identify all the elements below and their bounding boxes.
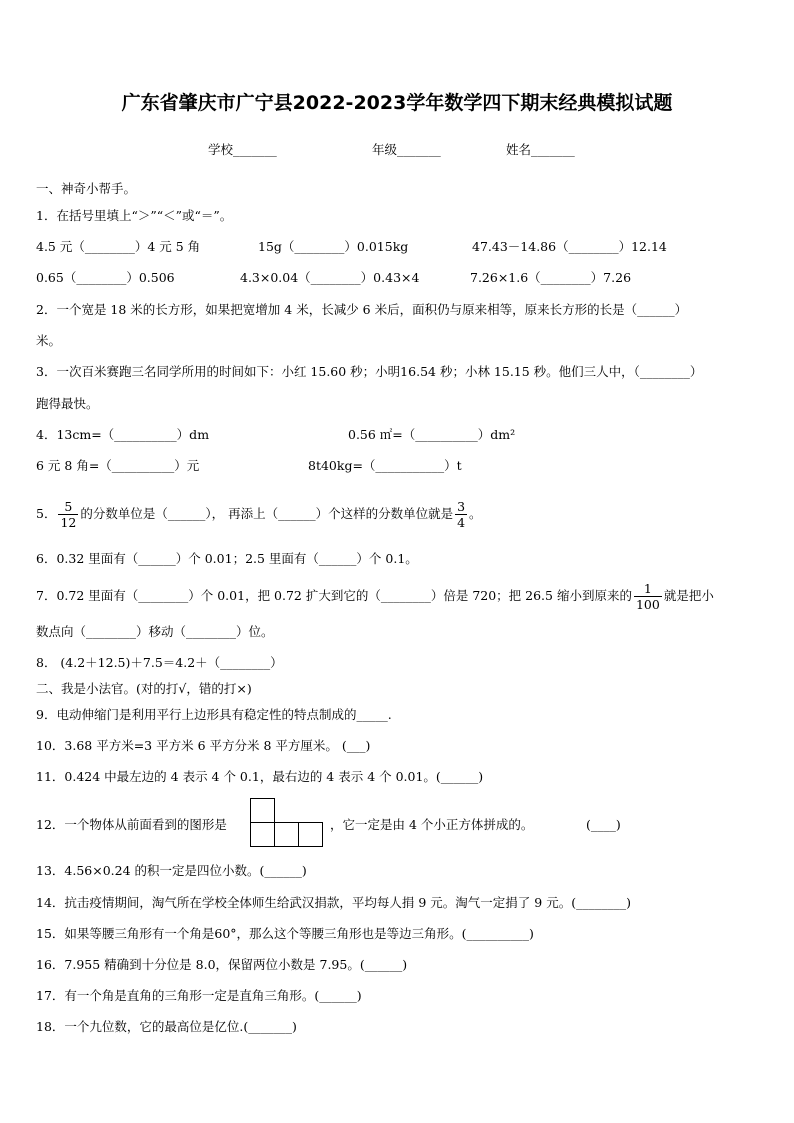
question-16: 16．7.955 精确到十分位是 8.0，保留两位小数是 7.95。(______) <box>36 957 408 972</box>
question-8: 8． (4.2＋12.5)＋7.5＝4.2＋（________） <box>36 655 283 670</box>
question-1: 1．在括号里填上“＞”“＜”或“＝”。 <box>36 208 233 223</box>
question-3: 3．一次百米赛跑三名同学所用的时间如下：小红 15.60 秒；小明16.54 秒；小林 15.15 秒。他们三人中，（________） <box>36 364 703 379</box>
q1-item: 4.5 元（________）4 元 5 角 <box>36 239 201 254</box>
question-6: 6．0.32 里面有（______）个 0.01；2.5 里面有（______）个 0.1。 <box>36 551 418 566</box>
square-cell <box>250 798 275 823</box>
question-12 <box>36 816 227 834</box>
school-field: 学校_______ <box>208 142 277 157</box>
q12-text: 12．一个物体从前面看到的图形是 <box>36 817 227 832</box>
front-view-figure <box>250 798 328 850</box>
q1-item: 47.43－14.86（________）12.14 <box>472 239 667 254</box>
q1-item: 7.26×1.6（________）7.26 <box>470 270 632 285</box>
q4-item: 6 元 8 角=（__________）元 <box>36 458 200 473</box>
fraction <box>455 499 467 530</box>
question-17: 17．有一个角是直角的三角形一定是直角三角形。(______) <box>36 988 362 1003</box>
question-13: 13．4.56×0.24 的积一定是四位小数。(______) <box>36 863 307 878</box>
fraction-denominator: 12 <box>60 515 77 530</box>
q4-item: 0.56 ㎡=（__________）dm² <box>348 427 516 442</box>
question-2-cont: 米。 <box>36 333 62 348</box>
q7-text: 7．0.72 里面有（________）个 0.01，把 0.72 扩大到它的（________）倍是 720；把 26.5 缩小到原来的 <box>36 588 632 603</box>
fraction <box>634 581 662 612</box>
square-cell <box>274 822 299 847</box>
question-2: 2．一个宽是 18 米的长方形，如果把宽增加 4 米，长减少 6 米后，面积仍与原来相等，原来长方形的长是（______） <box>36 302 688 317</box>
q1-item: 15g（________）0.015kg <box>258 239 409 254</box>
question-3-cont: 跑得最快。 <box>36 396 99 411</box>
section-1-heading: 一、神奇小帮手。 <box>36 181 137 196</box>
square-cell <box>298 822 323 847</box>
question-14: 14．抗击疫情期间，淘气所在学校全体师生给武汉捐款，平均每人捐 9 元。淘气一定捐了 9 元。(________) <box>36 895 631 910</box>
question-12-cont: ，它一定是由 4 个小正方体拼成的。 <box>330 817 534 832</box>
q5-end: 。 <box>469 506 482 521</box>
question-15: 15．如果等腰三角形有一个角是60°，那么这个等腰三角形也是等边三角形。(__________) <box>36 926 534 941</box>
fraction-numerator: 1 <box>634 581 662 597</box>
q4-item: 8t40kg=（___________）t <box>308 458 462 473</box>
question-18: 18．一个九位数，它的最高位是亿位.(_______) <box>36 1019 297 1034</box>
question-10: 10．3.68 平方米=3 平方米 6 平方分米 8 平方厘米。 (___) <box>36 738 371 753</box>
q7-text-end: 就是把小 <box>663 588 714 603</box>
question-12-answer: (____) <box>586 817 621 832</box>
fraction-numerator: 3 <box>457 499 466 514</box>
question-7-cont: 数点向（________）移动（________）位。 <box>36 624 274 639</box>
q5-number: 5． <box>36 506 57 521</box>
q1-item: 0.65（________）0.506 <box>36 270 175 285</box>
question-7 <box>36 578 714 614</box>
fraction-denominator: 4 <box>457 515 466 530</box>
square-cell <box>250 822 275 847</box>
question-5 <box>36 496 482 532</box>
q5-text: 的分数单位是（______）， 再添上（______）个这样的分数单位就是 <box>80 506 454 521</box>
fraction-numerator: 5 <box>58 499 78 515</box>
name-field: 姓名_______ <box>506 142 575 157</box>
q4-item: 4．13cm=（__________）dm <box>36 427 210 442</box>
question-11: 11．0.424 中最左边的 4 表示 4 个 0.1，最右边的 4 表示 4 个 0.01。(______) <box>36 769 484 784</box>
fraction <box>58 499 78 530</box>
q1-item: 4.3×0.04（________）0.43×4 <box>240 270 420 285</box>
grade-field: 年级_______ <box>372 142 441 157</box>
fraction-denominator: 100 <box>635 597 660 612</box>
question-9: 9．电动伸缩门是利用平行上边形具有稳定性的特点制成的_____. <box>36 707 392 722</box>
page-title: 广东省肇庆市广宁县2022-2023学年数学四下期末经典模拟试题 <box>121 92 673 114</box>
section-2-heading: 二、我是小法官。(对的打√，错的打×) <box>36 681 252 696</box>
